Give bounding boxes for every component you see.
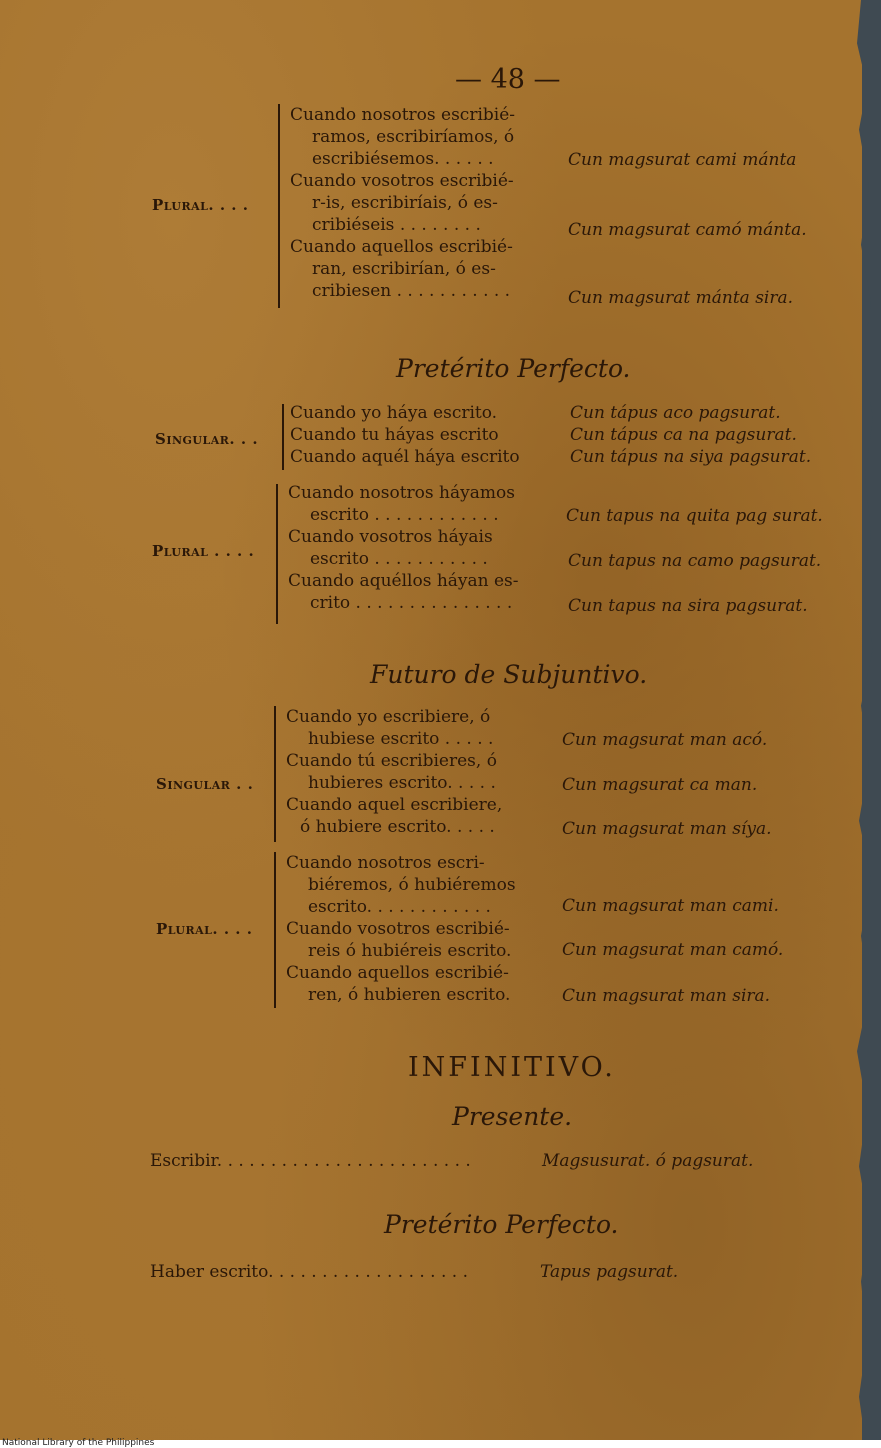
section-heading-infinitivo: INFINITIVO. bbox=[408, 1052, 616, 1083]
spanish-block bbox=[290, 402, 520, 468]
section-heading: Pretérito Perfecto. bbox=[384, 1210, 619, 1239]
tagalog-line: Cun tápus aco pagsurat. bbox=[570, 403, 781, 423]
spanish-line: Cuando vosotros escribié- bbox=[286, 919, 510, 939]
spanish-line: Cuando yo escribiere, ó bbox=[286, 707, 491, 727]
spanish-line: cribiéseis . . . . . . . . bbox=[312, 215, 481, 235]
spanish-block bbox=[286, 852, 516, 1006]
section-heading: Presente. bbox=[452, 1102, 573, 1131]
tagalog-line: Cun magsurat man cami. bbox=[562, 896, 779, 916]
spanish-line: escrito. . . . . . . . . . . . bbox=[308, 897, 491, 917]
spanish-line: ó hubiere escrito. . . . . bbox=[300, 817, 495, 837]
section-heading: Pretérito Perfecto. bbox=[396, 354, 631, 383]
plural-label: Plural. . . . bbox=[152, 196, 249, 214]
page-number: — 48 — bbox=[455, 64, 561, 95]
spanish-line: Cuando nosotros escri- bbox=[286, 853, 485, 873]
spanish-line: Cuando nosotros háyamos bbox=[288, 483, 515, 503]
spanish-line: escribiésemos. . . . . . bbox=[312, 149, 494, 169]
tagalog-line: Magsusurat. ó pagsurat. bbox=[542, 1151, 754, 1171]
footer-credit: National Library of the Philippines bbox=[2, 1438, 155, 1448]
spanish-line: Cuando vosotros escribié- bbox=[290, 171, 514, 191]
brace bbox=[276, 484, 278, 624]
spanish-line: Cuando nosotros escribié- bbox=[290, 105, 516, 125]
spanish-line: Cuando aquéllos háyan es- bbox=[288, 571, 519, 591]
spanish-line: ramos, escribiríamos, ó bbox=[312, 127, 515, 147]
spanish-line: escrito . . . . . . . . . . . bbox=[310, 549, 488, 569]
tagalog-line: Cun tápus na siya pagsurat. bbox=[570, 447, 812, 467]
tagalog-block bbox=[570, 402, 811, 468]
spanish-line: ran, escribirían, ó es- bbox=[312, 259, 496, 279]
tagalog-line: Tapus pagsurat. bbox=[540, 1262, 679, 1282]
singular-label: Singular . . bbox=[156, 775, 254, 793]
tagalog-line: Cun tapus na sira pagsurat. bbox=[568, 596, 808, 616]
singular-label: Singular. . . bbox=[155, 430, 259, 448]
spanish-line: hubiese escrito . . . . . bbox=[308, 729, 494, 749]
tagalog-line: Cun magsurat camó mánta. bbox=[568, 220, 807, 240]
plural-label: Plural . . . . bbox=[152, 542, 255, 560]
spanish-line: hubieres escrito. . . . . bbox=[308, 773, 496, 793]
spanish-line: Cuando vosotros háyais bbox=[288, 527, 493, 547]
spanish-line: Escribir. . . . . . . . . . . . . . . . . . . . . . . . bbox=[150, 1151, 471, 1171]
tagalog-line: Cun magsurat cami mánta bbox=[568, 150, 797, 170]
spanish-line: escrito . . . . . . . . . . . . bbox=[310, 505, 499, 525]
section-heading: Futuro de Subjuntivo. bbox=[370, 660, 648, 689]
spanish-line: crito . . . . . . . . . . . . . . . bbox=[310, 593, 513, 613]
spanish-line: Cuando aquel escribiere, bbox=[286, 795, 503, 815]
tagalog-line: Cun magsurat ca man. bbox=[562, 775, 758, 795]
spanish-line: ren, ó hubieren escrito. bbox=[308, 985, 511, 1005]
brace bbox=[282, 404, 284, 470]
tagalog-line: Cun tapus na quita pag surat. bbox=[566, 506, 823, 526]
spanish-block bbox=[290, 104, 515, 302]
spanish-line: Cuando tú escribieres, ó bbox=[286, 751, 497, 771]
brace bbox=[274, 706, 276, 842]
spanish-line: reis ó hubiéreis escrito. bbox=[308, 941, 512, 961]
tagalog-line: Cun magsurat mánta sira. bbox=[568, 288, 794, 308]
tagalog-line: Cun magsurat man acó. bbox=[562, 730, 768, 750]
brace bbox=[278, 104, 280, 308]
spanish-line: biéremos, ó hubiéremos bbox=[308, 875, 516, 895]
plural-label: Plural. . . . bbox=[156, 920, 253, 938]
tagalog-line: Cun magsurat man sira. bbox=[562, 986, 771, 1006]
spanish-block bbox=[288, 482, 519, 614]
spanish-line: cribiesen . . . . . . . . . . . bbox=[312, 281, 511, 301]
tagalog-line: Cun magsurat man camó. bbox=[562, 940, 784, 960]
tagalog-line: Cun tápus ca na pagsurat. bbox=[570, 425, 797, 445]
tagalog-line: Cun tapus na camo pagsurat. bbox=[568, 551, 822, 571]
spanish-block bbox=[286, 706, 502, 838]
spanish-line: Cuando aquellos escribié- bbox=[290, 237, 513, 257]
spanish-line: Haber escrito. . . . . . . . . . . . . . . . . . . bbox=[150, 1262, 469, 1282]
spanish-line: Cuando yo háya escrito. bbox=[290, 403, 498, 423]
spanish-line: Cuando tu háyas escrito bbox=[290, 425, 499, 445]
spanish-line: r-is, escribiríais, ó es- bbox=[312, 193, 498, 213]
brace bbox=[274, 852, 276, 1008]
tagalog-line: Cun magsurat man síya. bbox=[562, 819, 772, 839]
spanish-line: Cuando aquellos escribié- bbox=[286, 963, 509, 983]
spanish-line: Cuando aquél háya escrito bbox=[290, 447, 520, 467]
